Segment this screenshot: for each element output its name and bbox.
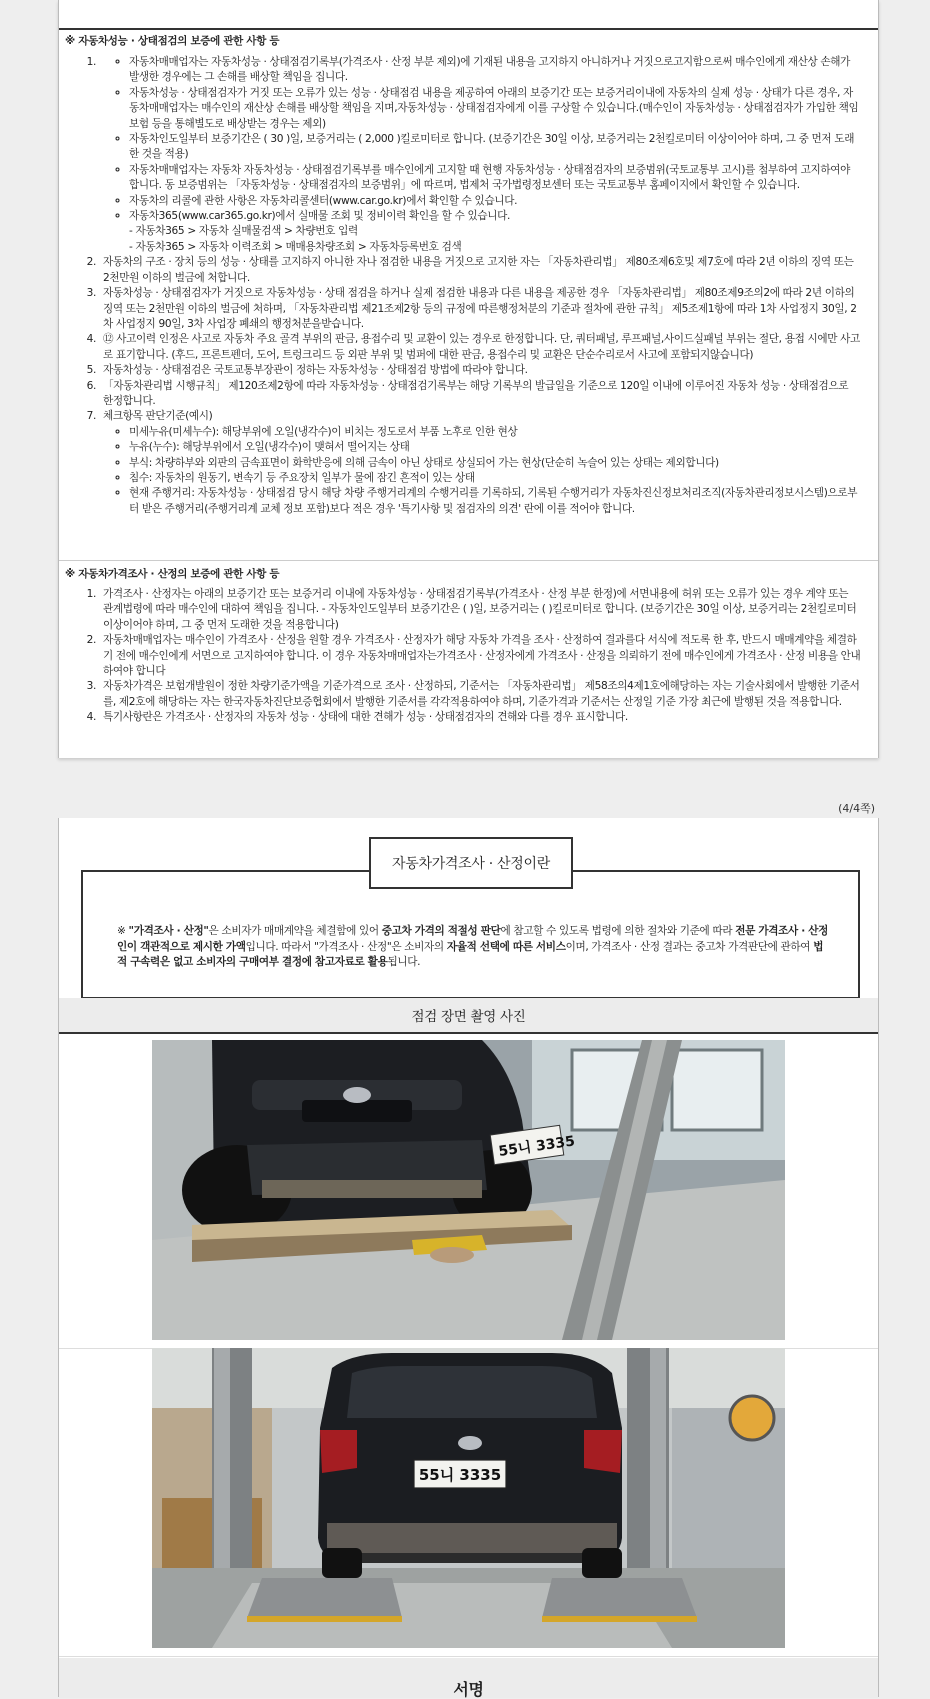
- rear-plate-text: 55니 3335: [418, 1466, 502, 1484]
- emphasized-text: "가격조사 · 산정": [128, 925, 209, 937]
- page-top-rule: [59, 28, 878, 30]
- photo-section-header: [59, 998, 878, 1032]
- performance-warranty-item: [99, 332, 861, 363]
- sub-list-item: ◦ 자동차인도일부터 보증기간은 ( 30 )일, 보증거리는 ( 2,000 )킬로미터로 합니다. (보증기간은 30일 이상, 보증거리는 2천킬로미터 이상이어야 하며, 그 중 먼저 도래한 것을 적용): [129, 132, 861, 163]
- item-text: 「자동차관리법 시행규칙」 제120조제2항에 따라 자동차성능 · 상태점검기록부는 해당 기록부의 발급일을 기준으로 120일 이내에 이루어진 자동차 성능 · 상태점검으로 한정합니다.: [103, 379, 849, 407]
- front-plate-text: 55니 3335: [497, 1133, 576, 1160]
- document-page-4: [58, 818, 879, 1697]
- text-fragment: 됩니다.: [387, 956, 421, 968]
- price-warranty-item: 3. 자동차가격은 보험개발원이 정한 차량기준가액을 기준가격으로 조사 · 산정하되, 기준서는 「자동차관리법」 제58조의4제1호에해당하는 자는 기술사회에서 발행한 기준서를, 제2호에 해당하는 자는 한국자동차진단보증협회에서 발행한 기준서를 각각적용하여야 하며, 기준가격과 기준서는 산정일 기준 가장 최근에 발행된 것을 적용합니다.: [99, 679, 861, 710]
- price-info-text: [117, 924, 832, 971]
- page-number: (4/4쪽): [838, 802, 875, 815]
- performance-warranty-list: [59, 55, 861, 517]
- sub-list-note: - 자동차365 > 자동차 이력조회 > 매매용차량조회 > 자동차등록번호 검색: [129, 240, 462, 253]
- photo-header-rule: [59, 1032, 878, 1034]
- signature-rule: [59, 1656, 878, 1657]
- signature-section-header: [59, 1658, 878, 1698]
- sub-list: [103, 55, 861, 255]
- sub-list-item: ◦ 자동차매매업자는 자동차 자동차성능 · 상태점검기록부를 매수인에게 고지할 때 현행 자동차성능 · 상태점검자의 보증범위(국토교통부 고시)를 첨부하여 고지하여야 합니다. 동 보증범위는 「자동차성능 · 상태점검자의 보증범위」에 따르며, 법제처 국가법령정보센터 또는 국토교통부 홈페이지에서 확인할 수 있습니다.: [129, 163, 861, 194]
- text-fragment: 에 참고할 수 있도록 법령에 의한 절차와 기준에 따라: [500, 925, 736, 937]
- signature-section-title: 서명: [453, 1680, 484, 1699]
- section-title-price-warranty: ※ 자동차가격조사 · 산정의 보증에 관한 사항 등: [65, 568, 280, 580]
- section-divider: [59, 560, 878, 561]
- emphasized-text: 전문 가격조사 · 산정인이 객관적으로 제시한 가액: [117, 925, 828, 953]
- item-text: 자동차성능 · 상태점검은 국토교통부장관이 정하는 자동차성능 · 상태점검 방법에 따라야 합니다.: [103, 364, 528, 377]
- page-number-row: [58, 798, 877, 815]
- price-warranty-list: [59, 587, 861, 726]
- sub-list-item: ◦ 침수: 자동차의 원동기, 변속기 등 주요장치 일부가 물에 잠긴 흔적이 있는 상태: [129, 471, 861, 486]
- photo-section-title: 점검 장면 촬영 사진: [411, 1009, 526, 1025]
- price-warranty-item: 2. 자동차매매업자는 매수인이 가격조사 · 산정을 원할 경우 가격조사 · 산정자가 해당 자동차 가격을 조사 · 산정하여 결과를다 서식에 적도록 한 후, 반드시 매매계약을 체결하기 전에 매수인에게 서면으로 고지하여야 합니다. 이 경우 자동차매매업자는가격조사 · 산정자에게 가격조사 · 산정을 의뢰하기 전에 매수인에게 가격조사 · 산정 비용을 안내하여야 합니다: [99, 633, 861, 679]
- section-title-performance-warranty: ※ 자동차성능 · 상태점검의 보증에 관한 사항 등: [65, 35, 280, 47]
- performance-warranty-item: [99, 379, 861, 410]
- price-warranty-item: 4. 특기사항란은 가격조사 · 산정자의 자동차 성능 · 상태에 대한 견해가 성능 · 상태점검자의 견해와 다를 경우 표시합니다.: [99, 710, 861, 725]
- item-text: 자동차의 구조 · 장치 등의 성능 · 상태를 고지하지 아니한 자나 점검한 내용을 거짓으로 고지한 자는 「자동차관리법」 제80조제6호및 제7호에 따라 2년 이하의 징역 또는 2천만원 이하의 벌금에 처합니다.: [103, 256, 854, 284]
- text-fragment: 이며, 가격조사 · 산정 결과는 중고차 가격판단에 관하여: [565, 940, 814, 953]
- text-fragment: 은 소비자가 매매계약을 체결함에 있어: [208, 925, 382, 937]
- document-page-3: [58, 0, 879, 758]
- performance-warranty-item: [99, 55, 861, 255]
- price-warranty-item: 1. 가격조사 · 산정자는 아래의 보증기간 또는 보증거리 이내에 자동차성능 · 상태점검기록부(가격조사 · 산정 부분 한정)에 서면내용에 허위 또는 오류가 있는 경우 계약 또는 관계법령에 따라 매수인에 대하여 책임을 집니다. - 자동차인도일부터 보증기간은 ( )일, 보증거리는 ( )킬로미터로 합니다. (보증기간은 30일 이상, 보증거리는 2천킬로미터 이상이어야 하며, 그 중 먼저 도래한 것을 적용합니다): [99, 587, 861, 633]
- item-text: 체크항목 판단기준(예시): [103, 410, 213, 423]
- item-text: ⑫ 사고이력 인정은 사고로 자동차 주요 골격 부위의 판금, 용접수리 및 교환이 있는 경우로 한정합니다. 단, 쿼터패널, 루프패널,사이드실패널 부위는 절단, 용접 시에만 사고로 표기합니다. (후드, 프론트펜더, 도어, 트렁크리드 등 외판 부위 및 범퍼에 대한 판금, 용접수리 및 교환은 단순수리로서 사고에 포함되지않습니다): [103, 333, 860, 361]
- performance-warranty-item: [99, 409, 861, 517]
- emphasized-text: 법적 구속력은 없고 소비자의 구매여부 결정에 참고자료로 활용: [117, 940, 824, 968]
- sub-list-item: ◦ 현재 주행거리: 자동차성능 · 상태점검 당시 해당 차량 주행거리계의 수행거리를 기록하되, 기록된 수행거리가 자동차진신정보처리조직(자동차관리정보시스템)으로부터 받은 주행거리(주행거리계 교체 정보 포함)보다 적은 경우 '특기사항 및 점검자의 의견' 란에 이를 적어야 합니다.: [129, 486, 861, 517]
- sub-list-item: ◦ 미세누유(미세누수): 해당부위에 오일(냉각수)이 비치는 정도로서 부품 노후로 인한 현상: [129, 425, 861, 440]
- sub-list-item: ◦ 자동차성능 · 상태점검자가 거짓 또는 오류가 있는 성능 · 상태점검 내용을 제공하여 아래의 보증기간 또는 보증거리이내에 자동차의 실제 성능 · 상태가 다른 경우, 자동차매매업자는 매수인의 재산상 손해를 배상할 책임을 지며,자동차성능 · 상태점검자에게 이를 구상할 수 있습니다.(매수인이 자동차성능 · 상태점검자가 가입한 책임보험 등을 통해별도로 배상받는 경우는 제외): [129, 86, 861, 132]
- emphasized-text: 중고차 가격의 적절성 판단: [381, 925, 501, 937]
- text-fragment: ※: [117, 925, 129, 937]
- inspection-photo-rear: [152, 1348, 785, 1648]
- sub-list-item: ◦ 누유(누수): 해당부위에서 오일(냉각수)이 맺혀서 떨어지는 상태: [129, 440, 861, 455]
- text-fragment: 입니다. 따라서 "가격조사 · 산정"은 소비자의: [245, 940, 447, 953]
- front-photo-graphic: [152, 1040, 785, 1340]
- price-info-title: 자동차가격조사 · 산정이란: [369, 837, 573, 889]
- sub-list-item: ◦ 자동차의 리콜에 관한 사항은 자동차리콜센터(www.car.go.kr)에서 확인할 수 있습니다.: [129, 194, 861, 209]
- sub-list-item: ◦ 1. 자동차매매업자는 자동차성능 · 상태점검기록부(가격조사 · 산정 부분 제외)에 기재된 내용을 고지하지 아니하거나 거짓으로고지함으로써 매수인에게 재산상 손해가 발생한 경우에는 그 손해를 배상할 책임을 집니다.: [129, 55, 861, 86]
- performance-warranty-item: [99, 363, 861, 378]
- rear-photo-graphic: [152, 1348, 785, 1648]
- inspection-photo-front: [152, 1040, 785, 1340]
- item-text: 자동차성능 · 상태점검자가 거짓으로 자동차성능 · 상태 점검을 하거나 실제 점검한 내용과 다른 내용을 제공한 경우 「자동차관리법」 제80조제9조의2에 따라 2년 이하의 징역 또는 2천만원 이하의 벌금에 처하며, 「자동차관리법 제21조제2항 등의 규정에 따른행정처분의 기준과 절차에 관한 규칙」 제5조제1항에 따라 1차 사업정지 30일, 2차 사업정지 90일, 3차 사업장 폐쇄의 행정처분을받습니다.: [103, 287, 857, 330]
- sub-list-note: - 자동차365 > 자동차 실매물검색 > 차량번호 입력: [129, 225, 358, 238]
- sub-list-item: ◦ 부식: 차량하부와 외판의 금속표면이 화학반응에 의해 금속이 아닌 상태로 상실되어 가는 현상(단순히 녹슬어 있는 상태는 제외합니다): [129, 456, 861, 471]
- sub-list-item: ◦ 자동차365(www.car365.go.kr)에서 실매물 조회 및 정비이력 확인을 할 수 있습니다.: [129, 209, 861, 224]
- performance-warranty-item: [99, 255, 861, 286]
- emphasized-text: 자율적 선택에 따른 서비스: [446, 940, 566, 953]
- performance-warranty-item: [99, 286, 861, 332]
- sub-list: [103, 425, 861, 517]
